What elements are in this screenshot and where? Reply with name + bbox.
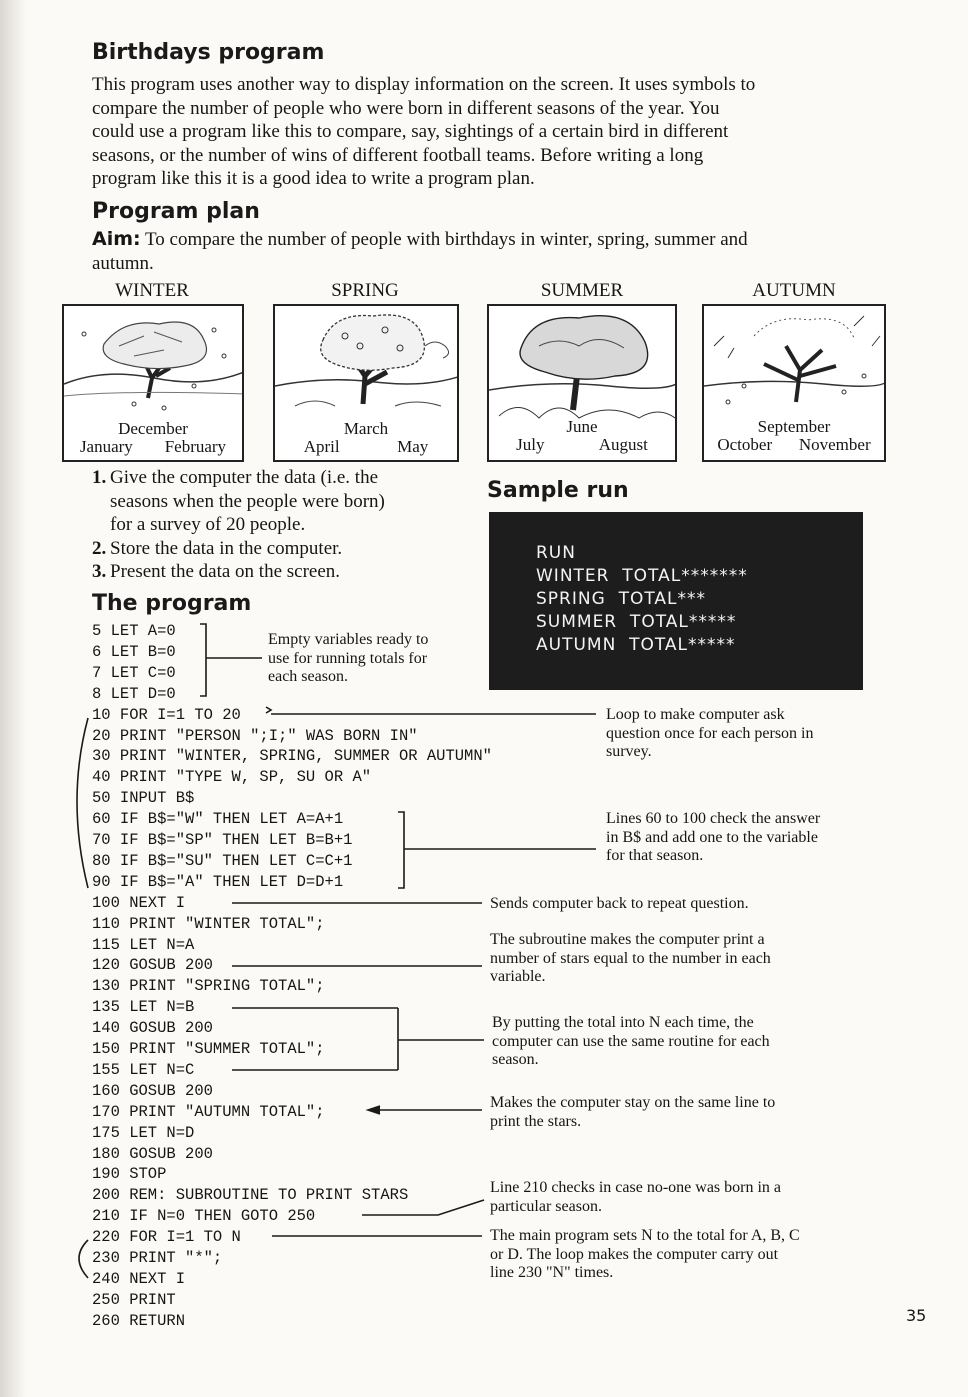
code-line: 7 LET C=0: [92, 663, 176, 682]
step-number: 1.: [92, 467, 107, 488]
intro-line: could use a program like this to compare, say, sightings of a certain bird in different: [92, 121, 729, 142]
season-label-winter: WINTER: [115, 280, 189, 301]
step-line: Give the computer the data (i.e. the: [110, 467, 379, 488]
note-line: or D. The loop makes the computer carry out: [490, 1245, 779, 1263]
month-label: October: [717, 435, 773, 454]
month-label: November: [798, 435, 871, 454]
code-line: 60 IF B$="W" THEN LET A=A+1: [92, 810, 344, 829]
step-number: 2.: [92, 537, 107, 559]
month-label: April: [303, 437, 340, 456]
code-line: 250 PRINT: [92, 1290, 176, 1309]
terminal-line: SPRING TOTAL***: [536, 589, 706, 609]
code-line: 100 NEXT I: [92, 893, 186, 912]
step-line: for a survey of 20 people.: [110, 514, 306, 535]
month-label: June: [566, 417, 598, 436]
code-line: 5 LET A=0: [92, 622, 176, 640]
step-number: 3.: [92, 561, 107, 582]
code-line: 8 LET D=0: [92, 684, 176, 703]
code-line: 40 PRINT "TYPE W, SP, SU OR A": [92, 768, 372, 787]
section-title-the-program: The program: [92, 591, 252, 616]
terminal-line: RUN: [536, 543, 576, 563]
code-line: 115 LET N=A: [92, 935, 195, 954]
code-line: 70 IF B$="SP" THEN LET B=B+1: [92, 831, 353, 849]
month-label: September: [757, 417, 831, 436]
code-line: 230 PRINT "*";: [92, 1249, 223, 1267]
month-label: February: [164, 437, 227, 456]
terminal-line: AUTUMN TOTAL*****: [536, 635, 736, 655]
code-line: 20 PRINT "PERSON ";I;" WAS BORN IN": [92, 726, 418, 745]
code-line: 80 IF B$="SU" THEN LET C=C+1: [92, 851, 353, 870]
note-line: particular season.: [490, 1197, 602, 1215]
code-line: 155 LET N=C: [92, 1060, 195, 1079]
loop-arc-10-90: [77, 718, 88, 888]
code-line: 190 STOP: [92, 1165, 167, 1184]
page-number: 35: [906, 1306, 927, 1325]
month-label: July: [516, 435, 545, 454]
note-line: The subroutine makes the computer print a: [490, 931, 765, 948]
code-line: 175 LET N=D: [92, 1123, 195, 1142]
note-line: each season.: [268, 668, 348, 685]
intro-line: seasons, or the number of wins of different football teams. Before writing a long: [92, 144, 704, 166]
season-label-spring: SPRING: [331, 280, 399, 301]
code-line: 10 FOR I=1 TO 20: [92, 705, 241, 724]
section-title-program-plan: Program plan: [92, 199, 260, 224]
month-label: August: [598, 435, 648, 454]
month-label: March: [343, 419, 389, 438]
code-line: 170 PRINT "AUTUMN TOTAL";: [92, 1102, 325, 1121]
code-line: 130 PRINT "SPRING TOTAL";: [92, 977, 325, 996]
code-line: 200 REM: SUBROUTINE TO PRINT STARS: [92, 1186, 409, 1205]
note-line: computer can use the same routine for each: [492, 1032, 770, 1050]
note-line: Line 210 checks in case no-one was born in a: [490, 1179, 782, 1196]
code-line: 220 FOR I=1 TO N: [92, 1228, 241, 1247]
note-line: Loop to make computer ask: [606, 706, 785, 723]
month-label: May: [397, 437, 429, 456]
step-line: Present the data on the screen.: [110, 561, 341, 582]
note-line: Makes the computer stay on the same line to: [490, 1094, 776, 1111]
intro-line: This program uses another way to display information on the screen. It uses symbols to: [92, 74, 756, 95]
aim-label: Aim:: [92, 228, 141, 250]
code-line: 180 GOSUB 200: [92, 1144, 213, 1163]
bracket-line-10: [266, 707, 271, 713]
note-line: question once for each person in: [606, 724, 814, 742]
connector-line-210: [362, 1200, 484, 1215]
code-line: 140 GOSUB 200: [92, 1019, 213, 1038]
note-line: number of stars equal to the number in each: [490, 949, 771, 967]
note-line: Lines 60 to 100 check the answer: [606, 810, 821, 827]
intro-line: compare the number of people who were born in different seasons of the year. You: [92, 97, 720, 119]
section-title-birthdays: Birthdays program: [92, 40, 325, 65]
section-title-sample-run: Sample run: [487, 478, 629, 503]
bracket-lines-5-8: [200, 624, 206, 696]
code-line: 6 LET B=0: [92, 642, 176, 661]
code-line: 120 GOSUB 200: [92, 956, 213, 975]
step-line: Store the data in the computer.: [110, 537, 343, 559]
aim-line: autumn.: [92, 252, 154, 274]
season-label-autumn: AUTUMN: [752, 280, 836, 301]
note-line: The main program sets N to the total for A, B, C: [490, 1227, 800, 1244]
note-line: print the stars.: [490, 1112, 582, 1130]
note-line: survey.: [606, 743, 652, 760]
note-line: By putting the total into N each time, the: [492, 1014, 754, 1031]
note-line: Empty variables ready to: [268, 631, 429, 648]
note-line: season.: [492, 1051, 539, 1068]
month-label: December: [118, 419, 188, 438]
code-line: 260 RETURN: [92, 1311, 186, 1330]
aim-line: To compare the number of people with birthdays in winter, spring, summer and: [140, 229, 748, 250]
season-label-summer: SUMMER: [540, 280, 624, 301]
bracket-lines-60-90: [398, 812, 404, 888]
note-line: use for running totals for: [268, 649, 428, 667]
arrow-head-170: [368, 1106, 380, 1114]
loop-arc-220-240: [79, 1240, 88, 1278]
code-line: 135 LET N=B: [92, 998, 195, 1017]
code-line: 210 IF N=0 THEN GOTO 250: [92, 1207, 316, 1226]
code-line: 110 PRINT "WINTER TOTAL";: [92, 914, 325, 933]
terminal-line: WINTER TOTAL*******: [536, 566, 748, 586]
note-line: variable.: [490, 968, 546, 985]
code-line: 30 PRINT "WINTER, SPRING, SUMMER OR AUTUMN": [92, 747, 492, 766]
intro-line: program like this it is a good idea to write a program plan.: [92, 168, 535, 189]
terminal-line: SUMMER TOTAL*****: [536, 612, 737, 632]
month-label: January: [79, 437, 133, 456]
step-line: seasons when the people were born): [110, 490, 385, 512]
code-line: 90 IF B$="A" THEN LET D=D+1: [92, 872, 344, 891]
code-line: 150 PRINT "SUMMER TOTAL";: [92, 1040, 325, 1058]
code-line: 50 INPUT B$: [92, 789, 195, 808]
note-line: Sends computer back to repeat question.: [490, 895, 749, 912]
note-line: in B$ and add one to the variable: [606, 828, 818, 846]
code-line: 160 GOSUB 200: [92, 1081, 213, 1100]
code-line: 240 NEXT I: [92, 1269, 186, 1288]
note-line: for that season.: [606, 847, 704, 864]
note-line: line 230 "N" times.: [490, 1264, 614, 1281]
